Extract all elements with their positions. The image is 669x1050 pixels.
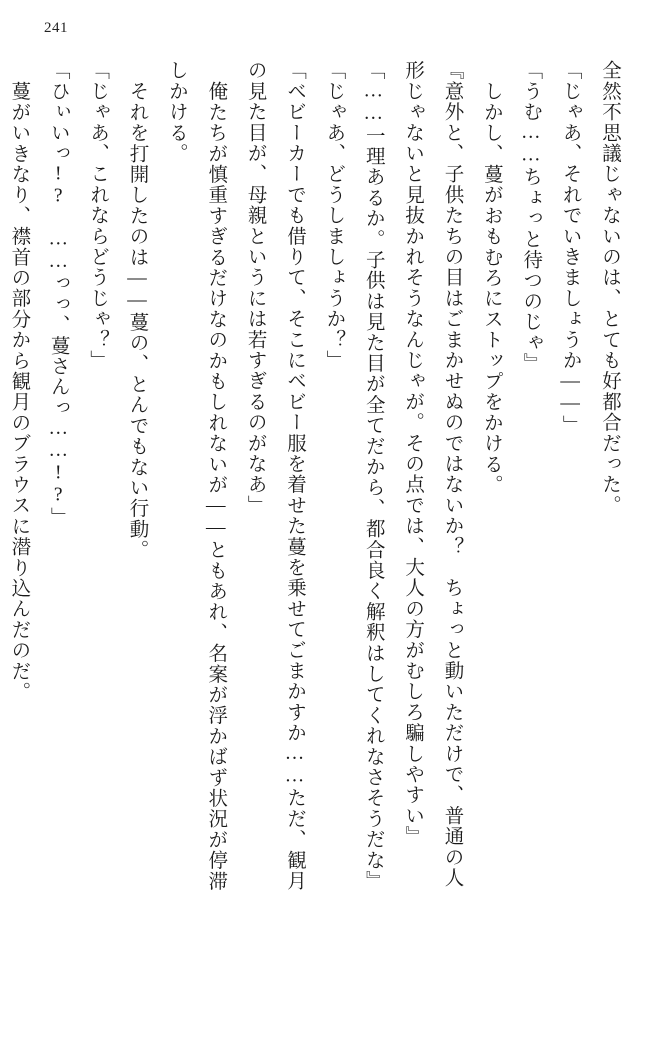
paragraph: 形じゃないと見抜かれそうなんじゃが。その点では、大人の方がむしろ騙しやすい』 — [402, 60, 424, 847]
paragraph: それを打開したのは――蔓の、とんでもない行動。 — [126, 81, 148, 561]
paragraph: 「じゃあ、それでいきましょうか――」 — [559, 60, 581, 436]
paragraph: しかし、蔓がおもむろにストップをかける。 — [480, 81, 502, 495]
paragraph: 蔓がいきなり、襟首の部分から観月のブラウスに潜り込んだのだ。 — [8, 81, 30, 702]
paragraph: 「ベビーカーでも借りて、そこにベビー服を着せた蔓を乗せてごまかすか……ただ、観月 — [284, 60, 305, 891]
paragraph: 「じゃあ、どうしましょうか？」 — [323, 60, 345, 371]
page-number: 241 — [44, 20, 68, 36]
paragraph: の見た目が、母親というには若すぎるのがなあ」 — [244, 60, 266, 516]
page-text-body — [8, 60, 629, 1020]
paragraph: 「じゃあ、これならどうじゃ？」 — [87, 60, 109, 371]
paragraph: 俺たちが慎重すぎるだけなのかもしれないが――ともあれ、名案が浮かばず状況が停滞 — [205, 81, 227, 892]
paragraph: 「うむ……ちょっと待つのじゃ』 — [520, 60, 542, 374]
paragraph: 『意外と、子供たちの目はごまかせぬのではないか？ ちょっと動いただけで、普通の人 — [441, 60, 463, 888]
paragraph: しかける。 — [165, 60, 187, 164]
paragraph: 「……一理あるか。子供は見た目が全てだから、都合良く解釈はしてくれなさそうだな』 — [362, 60, 384, 891]
paragraph: 全然不思議じゃないのは、とても好都合だった。 — [599, 60, 620, 516]
paragraph: 「ひぃいっ!? ……っっ、蔓さんっ……!?」 — [47, 60, 69, 528]
